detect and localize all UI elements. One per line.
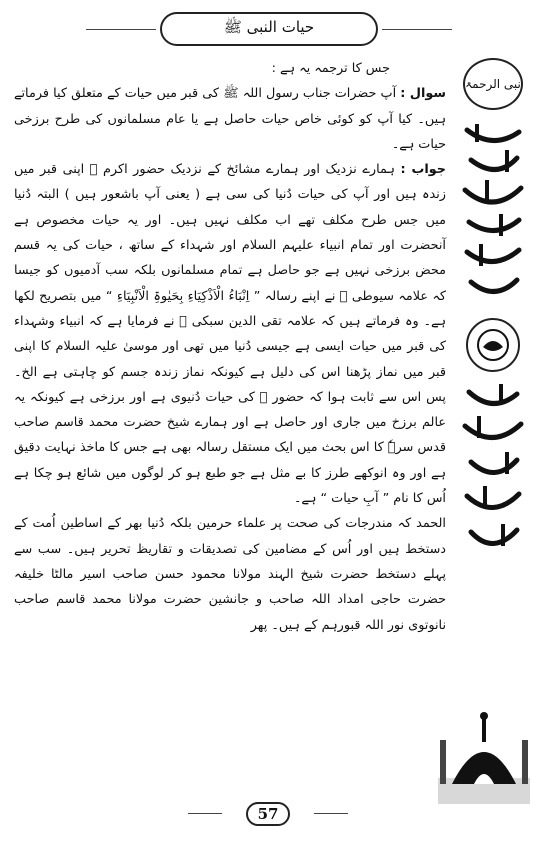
question-label: سوال : bbox=[400, 86, 446, 102]
answer-paragraph bbox=[14, 157, 446, 511]
page-number: 57 bbox=[246, 802, 291, 826]
closing-text: الحمد کہ مندرجات کی صحت پر علماء حرمین بلکہ دُنیا بھر کے اساطین اُمت کے دستخط ہیں اور اُس کے مضامین کی تصدیقات و تقاریظ تحریر ہیں۔ سب سے پہلے دستخط حضرت شیخ الہند مولانا محمود حسن صاحب اسیر مالٹا خلیفہ حضرت حاجی امداد اللہ صاحب و جانشین حضرت مولانا محمد قاسم صاحب نانوتوی نور اللہ قبورہم کے ہیں۔ پھر bbox=[14, 516, 446, 633]
sidebar-badge bbox=[463, 58, 523, 110]
closing-paragraph bbox=[14, 511, 446, 637]
sidebar-badge-text: نبی الرحمۃ bbox=[465, 77, 521, 91]
dome-icon bbox=[432, 700, 536, 810]
green-dome-illustration bbox=[432, 700, 536, 810]
question-text: آپ حضرات جناب رسول اللہ ﷺ کی قبر میں حیات کے متعلق کیا فرماتے ہیں۔ کیا آپ کو کوئی خاص حیات حاصل ہے یا عام مسلمانوں کی طرح برزخی حیات ہے۔ bbox=[14, 86, 446, 152]
seal-art bbox=[473, 325, 513, 365]
decorative-sidebar bbox=[454, 58, 532, 588]
answer-text: ہمارے نزدیک اور ہمارے مشائخ کے نزدیک حضور اکرم ﷺ اپنی قبر میں زندہ ہیں اور آپ کی حیات دُنیا کی سی ہے ( یعنی آپ باشعور ہیں ) البتہ دُنیا میں جس طرح مکلف تھے اب مکلف نہیں ہیں۔ اور یہ حیات مخصوص ہے آنحضرت اور تمام انبیاء علیہم السلام اور شہداء کے ساتھ ، حیات کی یہ قسم محض برزخی نہیں ہے جو حاصل ہے تمام مسلمانوں بلکہ سب آدمیوں کو جیسا کہ علامہ سیوطی ؒ نے اپنے رسالہ ” اِنْبَاءُ الْاَذْکِیَاءِ بِحَیٰوۃِ الْاَنْبِیَاءِ “ میں بتصریح لکھا ہے۔ وہ فرماتے ہیں کہ علامہ تقی الدین سبکی ؒ نے فرمایا ہے کہ انبیاء وشہداء کی قبر میں حیات ایسی ہے جیسی دُنیا میں تھی اور موسیٰ علیہ السلام کا اپنی قبر میں نماز پڑھنا اس کی دلیل ہے کیونکہ نماز زندہ جسم کو چاہتی ہے الخ۔ پس اس سے ثابت ہوا کہ حضور ﷺ کی حیات دُنیوی ہے اور برزخی ہے کیونکہ یہ عالم برزخ میں جاری اور حاصل ہے اور ہمارے شیخ حضرت محمد قاسم صاحب قدس سرہٗ کا اس بحث میں ایک مستقل رسالہ بھی ہے جس کا ماخذ نہایت دقیق ہے اور وہ انوکھے طرز کا بے مثل ہے جو طبع ہو کر لوگوں میں شائع ہو چکا ہے اُس کا نام ” آبِ حیات “ ہے۔ bbox=[14, 162, 446, 507]
calligraphy-bottom bbox=[457, 380, 529, 570]
answer-label: جواب : bbox=[400, 162, 446, 178]
seal-icon bbox=[466, 318, 520, 372]
calligraphy-bottom-art bbox=[457, 380, 529, 570]
calligraphy-top-art bbox=[457, 120, 529, 310]
question-paragraph bbox=[14, 81, 446, 157]
page-number-box bbox=[218, 800, 318, 828]
header-cartouche bbox=[160, 12, 378, 46]
intro-line: جس کا ترجمہ یہ ہے : bbox=[271, 61, 390, 76]
calligraphy-top bbox=[457, 120, 529, 310]
page-body bbox=[14, 56, 446, 638]
page-header-title: حیات النبی ﷺ bbox=[223, 18, 315, 36]
